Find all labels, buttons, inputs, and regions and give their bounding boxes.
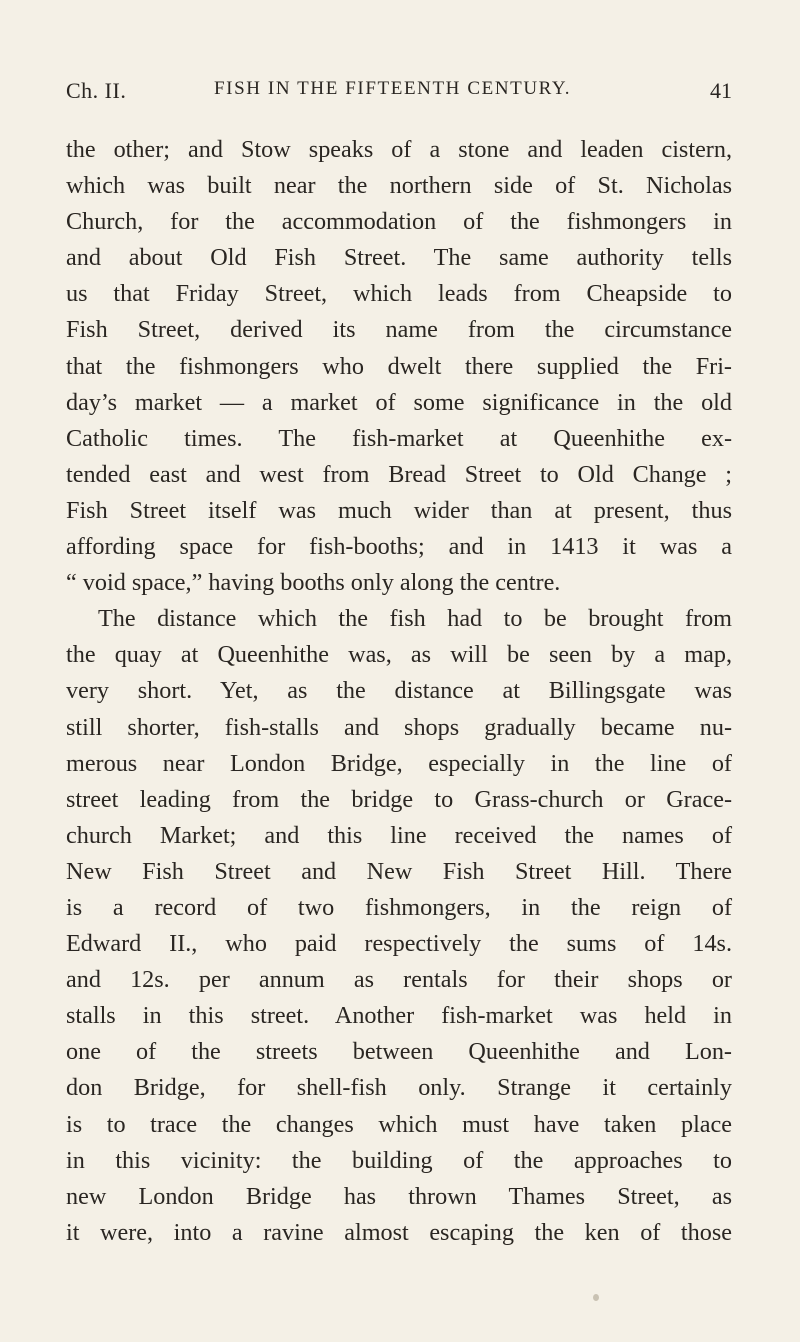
text-line: church Market; and this line received the names of — [66, 821, 732, 849]
running-head — [66, 78, 732, 108]
text-line: merous near London Bridge, especially in the line of — [66, 749, 732, 777]
text-line: don Bridge, for shell-fish only. Strange it certainly — [66, 1074, 732, 1102]
text-line: “ void space,” having booths only along the centre. — [66, 569, 561, 597]
text-line: very short. Yet, as the distance at Billingsgate was — [66, 677, 732, 705]
text-line: Catholic times. The fish-market at Queenhithe ex- — [66, 424, 732, 452]
text-line: tended east and west from Bread Street to Old Change ; — [66, 460, 732, 488]
text-line: affording space for fish-booths; and in 1413 it was a — [66, 533, 732, 561]
text-line: is a record of two fishmongers, in the reign of — [66, 893, 732, 921]
text-line: still shorter, fish-stalls and shops gradually became nu- — [66, 713, 732, 741]
chapter-title: FISH IN THE FIFTEENTH CENTURY. — [214, 78, 572, 99]
text-line: the quay at Queenhithe was, as will be seen by a map, — [66, 641, 732, 669]
text-line: and about Old Fish Street. The same authority tells — [66, 244, 732, 272]
body-text — [66, 132, 732, 1251]
text-line: Church, for the accommodation of the fishmongers in — [66, 208, 732, 236]
text-line: Edward II., who paid respectively the sums of 14s. — [66, 930, 732, 958]
paper-speck — [593, 1294, 599, 1301]
page-number: 41 — [710, 78, 732, 103]
text-line: one of the streets between Queenhithe and Lon- — [66, 1038, 732, 1066]
text-line: is to trace the changes which must have taken place — [66, 1110, 732, 1138]
text-line: street leading from the bridge to Grass-church or Grace- — [66, 785, 732, 813]
text-line: Fish Street, derived its name from the circumstance — [66, 316, 732, 344]
text-line: us that Friday Street, which leads from Cheapside to — [66, 280, 732, 308]
text-line: new London Bridge has thrown Thames Street, as — [66, 1182, 732, 1210]
text-line: Fish Street itself was much wider than at present, thus — [66, 496, 732, 524]
text-line: which was built near the northern side of St. Nicholas — [66, 172, 732, 200]
text-line: it were, into a ravine almost escaping the ken of those — [66, 1218, 732, 1246]
text-line: that the fishmongers who dwelt there supplied the Fri- — [66, 352, 732, 380]
text-line: New Fish Street and New Fish Street Hill. There — [66, 857, 732, 885]
text-line: the other; and Stow speaks of a stone and leaden cistern, — [66, 136, 732, 163]
text-line: day’s market — a market of some significance in the old — [66, 388, 732, 416]
text-line: in this vicinity: the building of the approaches to — [66, 1146, 732, 1174]
text-line: and 12s. per annum as rentals for their shops or — [66, 966, 732, 994]
chapter-label: Ch. II. — [66, 78, 127, 103]
text-line: The distance which the fish had to be brought from — [98, 605, 732, 633]
text-line: stalls in this street. Another fish-market was held in — [66, 1002, 732, 1030]
